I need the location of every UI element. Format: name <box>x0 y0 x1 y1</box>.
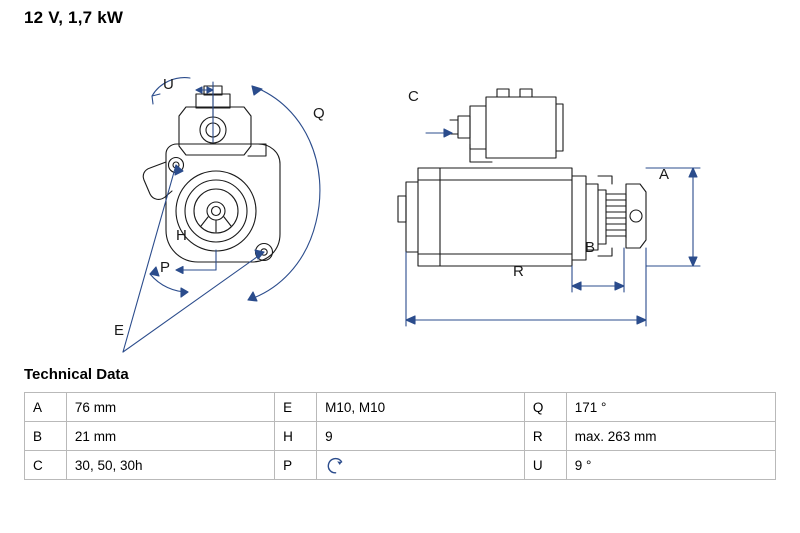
table-row <box>25 451 776 480</box>
row-key-c: C <box>25 451 67 480</box>
label-c: C <box>408 88 419 105</box>
row-key-p: P <box>275 451 317 480</box>
technical-data-table <box>24 392 776 480</box>
row-value-q: 171 ° <box>566 393 775 422</box>
row-value-p <box>317 451 525 480</box>
row-value-c: 30, 50, 30h <box>66 451 274 480</box>
label-p: P <box>160 259 171 276</box>
table-row <box>25 422 776 451</box>
label-e: E <box>114 322 125 339</box>
row-value-h: 9 <box>317 422 525 451</box>
page-title: 12 V, 1,7 kW <box>24 8 124 27</box>
row-value-a: 76 mm <box>66 393 274 422</box>
label-q: Q <box>313 105 325 122</box>
row-value-r: max. 263 mm <box>566 422 775 451</box>
row-key-u: U <box>524 451 566 480</box>
label-h: H <box>176 227 187 244</box>
row-key-h: H <box>275 422 317 451</box>
row-key-b: B <box>25 422 67 451</box>
rotation-direction-clockwise-icon <box>325 455 347 475</box>
table-row <box>25 393 776 422</box>
row-key-a: A <box>25 393 67 422</box>
row-value-b: 21 mm <box>66 422 274 451</box>
label-b: B <box>585 239 596 256</box>
label-r: R <box>513 263 524 280</box>
row-key-r: R <box>524 422 566 451</box>
technical-data-heading: Technical Data <box>24 366 129 383</box>
label-a: A <box>659 166 670 183</box>
starter-motor-technical-drawing <box>0 34 800 354</box>
row-key-q: Q <box>524 393 566 422</box>
row-value-u: 9 ° <box>566 451 775 480</box>
label-u: U <box>163 76 174 93</box>
row-key-e: E <box>275 393 317 422</box>
row-value-e: M10, M10 <box>317 393 525 422</box>
